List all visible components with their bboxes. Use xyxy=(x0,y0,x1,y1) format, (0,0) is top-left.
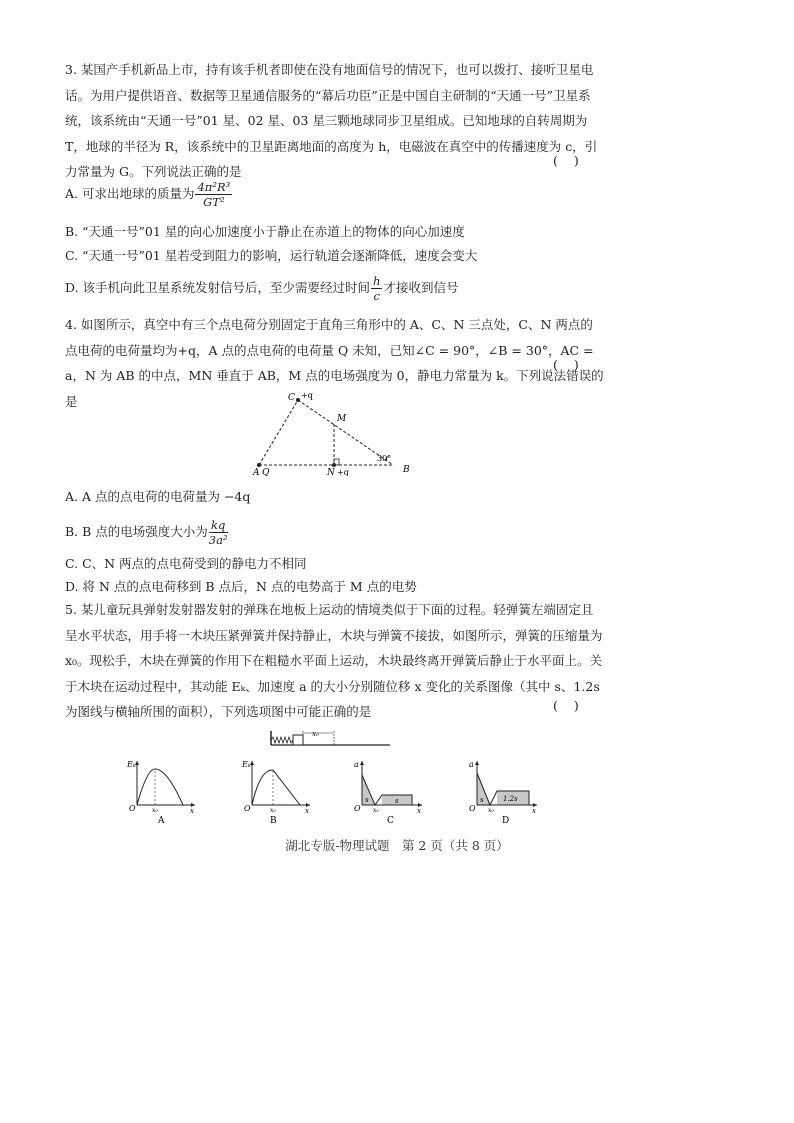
fraction-numerator: 4π²R³ xyxy=(197,180,231,194)
question-4-option-d: D. 将 N 点的点电荷移到 B 点后，N 点的电势高于 M 点的电势 xyxy=(65,579,417,594)
question-3-option-b: B. “天通一号”01 星的向心加速度小于静止在赤道上的物体的向心加速度 xyxy=(65,224,465,239)
y-label: a xyxy=(469,760,474,769)
label-a: A xyxy=(253,468,260,476)
graph-c xyxy=(350,757,430,825)
x-label: x xyxy=(532,807,536,815)
curve xyxy=(137,769,183,805)
fraction xyxy=(209,518,228,547)
graph-d xyxy=(465,757,545,825)
area-1-label: s xyxy=(365,796,369,804)
fraction xyxy=(371,274,382,303)
origin-label: O xyxy=(129,804,136,813)
graph-a xyxy=(125,757,200,825)
x-label: x xyxy=(417,807,421,815)
option-text-end: 才接收到信号 xyxy=(383,280,459,295)
question-4-text: 4. 如图所示，真空中有三个点电荷分别固定于直角三角形中的 A、C、N 三点处，C、N 两点的点电荷的电荷量均为+q，A 点的点电荷的电荷量 Q 未知，已知∠C = 90°，∠B = 30°，AC = a，N 为 AB 的中点，MN 垂直于 AB，M 点的电场强度为 0，静电力常量为 k。下列说法错误的是 xyxy=(65,317,604,409)
point-a xyxy=(257,463,261,467)
label-angle-b: 30° xyxy=(377,454,392,463)
caption: C xyxy=(387,816,394,825)
fraction xyxy=(195,180,232,209)
area-1-label: s xyxy=(480,796,484,804)
caption: B xyxy=(270,816,277,825)
question-5-text: 5. 某儿童玩具弹射发射器发射的弹珠在地板上运动的情境类似于下面的过程。轻弹簧左端固定且呈水平状态，用手将一木块压紧弹簧并保持静止，木块与弹簧不接拔，如图所示，弹簧的压缩量为 x₀。现松手，木块在弹簧的作用下在粗糙水平面上运动，木块最终离开弹簧后静止于水平面上。关于木块在运动过程中，其动能 Eₖ、加速度 a 的大小分别随位移 x 变化的关系图像（其中 s、1.2s 为图线与横轴所围的面积），下列选项图中可能正确的是 xyxy=(65,602,603,719)
option-text: A. 可求出地球的质量为 xyxy=(65,186,195,201)
label-x0: x₀ xyxy=(312,730,319,738)
y-label: Eₖ xyxy=(242,760,251,769)
side-ac xyxy=(259,400,298,465)
point-n xyxy=(332,463,336,467)
label-q: Q xyxy=(262,468,270,476)
origin-label: O xyxy=(244,804,251,813)
option-text: B. B 点的电场强度大小为 xyxy=(65,524,208,539)
origin-label: O xyxy=(354,804,361,813)
question-5-answer-blank: ( ) xyxy=(553,698,585,713)
caption: D xyxy=(502,816,510,825)
fraction-denominator: 3a² xyxy=(208,533,228,547)
question-3-option-a xyxy=(65,180,605,209)
curve xyxy=(252,770,300,805)
label-n-charge: +q xyxy=(337,468,349,476)
fraction-numerator: h xyxy=(373,274,381,288)
question-4-option-c: C. C、N 两点的点电荷受到的静电力不相同 xyxy=(65,556,307,571)
block xyxy=(293,735,303,745)
question-3-answer-blank: ( ) xyxy=(553,153,585,168)
x0-label: x₀ xyxy=(152,807,158,814)
question-4-option-b xyxy=(65,518,605,547)
label-m: M xyxy=(337,414,347,424)
label-n: N xyxy=(327,468,335,476)
triangle-charge-diagram xyxy=(245,388,420,476)
question-4-option-a: A. A 点的点电荷的电荷量为 −4q xyxy=(65,489,251,504)
option-text: D. 该手机向此卫星系统发射信号后，至少需要经过时间 xyxy=(65,280,371,295)
question-3-option-d xyxy=(65,274,605,303)
y-axis-arrow xyxy=(475,761,479,765)
caption: A xyxy=(158,816,165,825)
x-label: x xyxy=(190,807,194,815)
x0-label: x₀ xyxy=(270,807,276,814)
graph-b xyxy=(240,757,315,825)
fraction-denominator: c xyxy=(373,289,380,303)
origin-label: O xyxy=(469,804,476,813)
fraction-denominator: GT² xyxy=(203,195,225,209)
spring-block-diagram xyxy=(268,727,393,749)
area-2-label: s xyxy=(395,797,399,805)
page-footer: 湖北专版-物理试题 第 2 页（共 8 页） xyxy=(285,838,509,853)
label-c: C xyxy=(288,393,295,403)
x-label: x xyxy=(305,807,309,815)
area-2-label: 1.2s xyxy=(503,795,518,803)
question-5-stem xyxy=(65,597,605,725)
question-3-stem xyxy=(65,57,605,185)
y-label: a xyxy=(354,760,359,769)
label-c-charge: +q xyxy=(301,391,313,400)
y-axis-arrow xyxy=(360,761,364,765)
fraction-numerator: kq xyxy=(209,518,228,533)
x0-label: x₀ xyxy=(488,807,494,814)
label-b: B xyxy=(403,465,410,475)
question-3-option-c: C. “天通一号”01 星若受到阻力的影响，运行轨道会逐渐降低，速度会变大 xyxy=(65,248,478,263)
x0-label: x₀ xyxy=(373,807,379,814)
question-3-text: 3. 某国产手机新品上市，持有该手机者即使在没有地面信号的情况下，也可以拨打、接听卫星电话。为用户提供语音、数据等卫星通信服务的“幕后功臣”正是中国自主研制的“天通一号”卫星系统，该系统由“天通一号”01 星、02 星、03 星三颗地球同步卫星组成。已知地球的自转周期为 T，地球的半径为 R，该系统中的卫星距离地面的高度为 h，电磁波在真空中的传播速度为 c，引力常量为 G。下列说法正确的是 xyxy=(65,62,598,179)
spring xyxy=(271,737,293,743)
point-c xyxy=(296,398,300,402)
question-4-answer-blank: ( ) xyxy=(553,357,585,372)
y-label: Eₖ xyxy=(127,760,136,769)
